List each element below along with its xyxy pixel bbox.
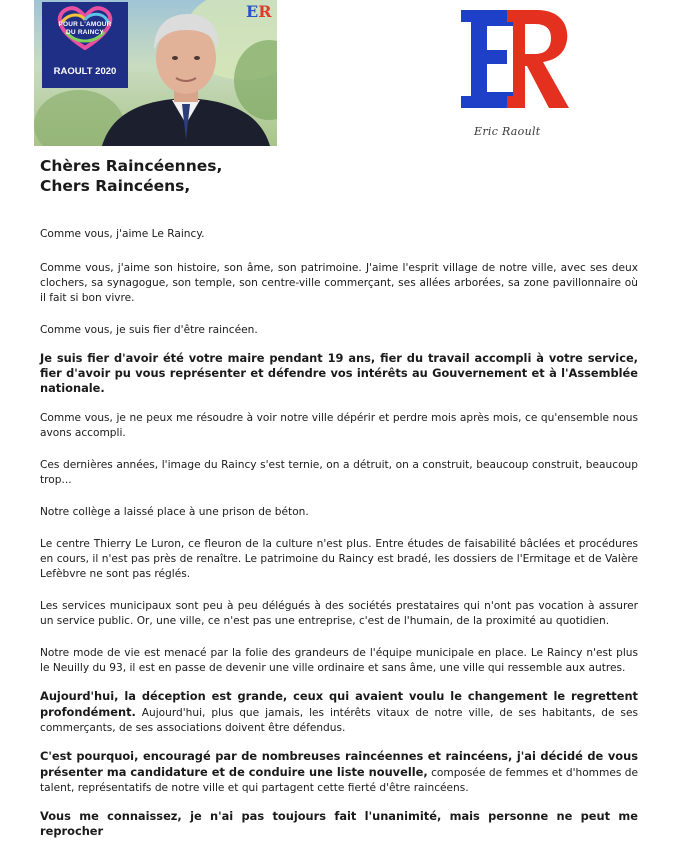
paragraph [40, 749, 638, 796]
letter-body [40, 227, 638, 839]
campaign-slogan-line2: DU RAINCY [66, 29, 104, 36]
campaign-slogan-line1: POUR L'AMOUR [58, 21, 112, 28]
paragraph: Les services municipaux sont peu à peu délégués à des sociétés prestataires qui n'ont pas vocation à assurer un service public. Or, une ville, ce n'est pas une entreprise, c'est de l'humain, de la proximité au quotidien. [40, 600, 638, 627]
paragraph: Comme vous, j'aime Le Raincy. [40, 228, 205, 240]
campaign-name: RAOULT 2020 [53, 66, 117, 77]
letter-greeting [40, 156, 222, 196]
paragraph-text: composée de femmes et d'hommes de talent, représentatifs de notre ville et qui partagent cette fierté d'être raincéens. [40, 767, 638, 794]
signature: Eric Raoult [474, 125, 541, 138]
paragraph: Comme vous, j'aime son histoire, son âme, son patrimoine. J'aime l'esprit village de notre ville, avec ses deux clochers, sa synagogue, son temple, son centre-ville commerçant, ses allées arborées, sa zone pavillonnaire où il fait si bon vivre. [40, 262, 638, 304]
heart-logo-icon [56, 6, 114, 50]
paragraph-bold: Vous me connaissez, je n'ai pas toujours fait l'unanimité, mais personne ne peut me reprocher [40, 809, 638, 838]
paragraph-text: Aujourd'hui, plus que jamais, les intérêts vitaux de notre ville, de ses habitants, de ses commerçants, de ses associations doivent être défendus. [40, 707, 638, 734]
greeting-line: Chers Raincéens, [40, 177, 191, 195]
er-monogram-logo [455, 4, 575, 114]
paragraph: Comme vous, je suis fier d'être raincéen. [40, 324, 258, 336]
candidate-photo [34, 0, 277, 146]
emphasis: Aujourd'hui, la déception est grande, ceux qui avaient voulu le changement le regrettent profondément. [40, 689, 638, 719]
paragraph: Le centre Thierry Le Luron, ce fleuron de la culture n'est plus. Entre études de faisabilité bâclées et procédures en cours, il n'est pas près de renaître. Le patrimoine du Raincy est bradé, les dossiers de l'Ermitage et de Valère Lefèbvre ne sont pas réglés. [40, 538, 638, 580]
greeting-line: Chères Raincéennes, [40, 157, 223, 175]
paragraph [40, 689, 638, 736]
paragraph: Ces dernières années, l'image du Raincy s'est ternie, on a détruit, on a construit, beaucoup construit, beaucoup trop... [40, 459, 638, 486]
paragraph-bold: Je suis fier d'avoir été votre maire pendant 19 ans, fier du travail accompli à votre service, fier d'avoir pu vous représenter et défendre vos intérêts au Gouvernement et à l'Assemblée nationale. [40, 351, 638, 395]
emphasis: C'est pourquoi, encouragé par de nombreuses raincéennes et raincéens, j'ai décidé de vous présenter ma candidature et de conduire une liste nouvelle, [40, 749, 638, 779]
small-er-monogram: ER [246, 2, 272, 21]
paragraph: Notre mode de vie est menacé par la folie des grandeurs de l'équipe municipale en place. Le Raincy n'est plus le Neuilly du 93, il est en passe de devenir une ville ordinaire et sans âme, une ville qui ressemble aux autres. [40, 647, 638, 674]
paragraph: Notre collège a laissé place à une prison de béton. [40, 506, 309, 518]
campaign-badge [42, 2, 128, 88]
paragraph: Comme vous, je ne peux me résoudre à voir notre ville dépérir et perdre mois après mois, ce qu'ensemble nous avons accompli. [40, 412, 638, 439]
